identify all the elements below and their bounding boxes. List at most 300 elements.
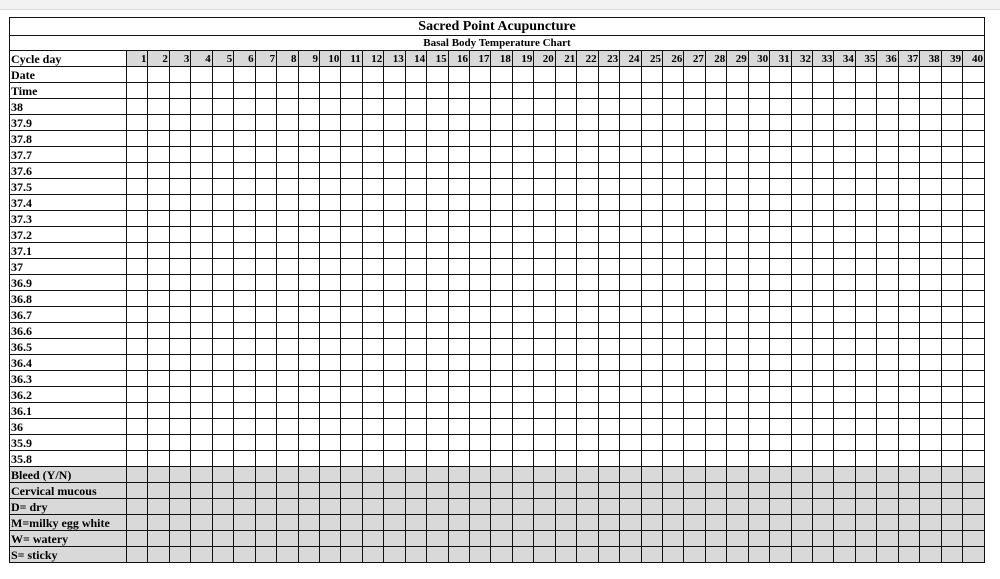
- entry-cell[interactable]: [770, 435, 791, 451]
- entry-cell[interactable]: [727, 339, 748, 355]
- entry-cell[interactable]: [491, 467, 512, 483]
- entry-cell[interactable]: [470, 291, 491, 307]
- entry-cell[interactable]: [512, 163, 533, 179]
- entry-cell[interactable]: [813, 483, 834, 499]
- entry-cell[interactable]: [448, 467, 469, 483]
- entry-cell[interactable]: [834, 291, 855, 307]
- entry-cell[interactable]: [212, 371, 233, 387]
- entry-cell[interactable]: [855, 179, 876, 195]
- entry-cell[interactable]: [620, 291, 641, 307]
- entry-cell[interactable]: [512, 291, 533, 307]
- entry-cell[interactable]: [212, 339, 233, 355]
- entry-cell[interactable]: [491, 547, 512, 563]
- entry-cell[interactable]: [834, 227, 855, 243]
- entry-cell[interactable]: [555, 323, 576, 339]
- entry-cell[interactable]: [813, 67, 834, 83]
- entry-cell[interactable]: [362, 435, 383, 451]
- entry-cell[interactable]: [491, 211, 512, 227]
- entry-cell[interactable]: [920, 483, 941, 499]
- entry-cell[interactable]: [169, 195, 190, 211]
- entry-cell[interactable]: [855, 531, 876, 547]
- entry-cell[interactable]: [920, 163, 941, 179]
- entry-cell[interactable]: [855, 515, 876, 531]
- entry-cell[interactable]: [813, 307, 834, 323]
- entry-cell[interactable]: [148, 339, 169, 355]
- entry-cell[interactable]: [298, 323, 319, 339]
- entry-cell[interactable]: [941, 147, 962, 163]
- entry-cell[interactable]: [491, 195, 512, 211]
- entry-cell[interactable]: [684, 547, 705, 563]
- entry-cell[interactable]: [598, 531, 619, 547]
- entry-cell[interactable]: [598, 243, 619, 259]
- entry-cell[interactable]: [705, 515, 726, 531]
- entry-cell[interactable]: [898, 67, 919, 83]
- entry-cell[interactable]: [127, 451, 148, 467]
- entry-cell[interactable]: [898, 499, 919, 515]
- entry-cell[interactable]: [813, 355, 834, 371]
- entry-cell[interactable]: [598, 99, 619, 115]
- entry-cell[interactable]: [941, 195, 962, 211]
- entry-cell[interactable]: [148, 291, 169, 307]
- entry-cell[interactable]: [620, 339, 641, 355]
- entry-cell[interactable]: [212, 291, 233, 307]
- entry-cell[interactable]: [577, 163, 598, 179]
- entry-cell[interactable]: [813, 147, 834, 163]
- entry-cell[interactable]: [470, 547, 491, 563]
- entry-cell[interactable]: [341, 243, 362, 259]
- entry-cell[interactable]: [941, 163, 962, 179]
- entry-cell[interactable]: [748, 515, 769, 531]
- entry-cell[interactable]: [941, 339, 962, 355]
- entry-cell[interactable]: [362, 387, 383, 403]
- entry-cell[interactable]: [362, 323, 383, 339]
- entry-cell[interactable]: [470, 467, 491, 483]
- entry-cell[interactable]: [277, 195, 298, 211]
- entry-cell[interactable]: [877, 451, 898, 467]
- entry-cell[interactable]: [727, 163, 748, 179]
- entry-cell[interactable]: [555, 419, 576, 435]
- entry-cell[interactable]: [427, 435, 448, 451]
- entry-cell[interactable]: [169, 275, 190, 291]
- entry-cell[interactable]: [770, 307, 791, 323]
- entry-cell[interactable]: [834, 275, 855, 291]
- entry-cell[interactable]: [662, 179, 683, 195]
- entry-cell[interactable]: [319, 211, 340, 227]
- entry-cell[interactable]: [362, 547, 383, 563]
- entry-cell[interactable]: [384, 67, 405, 83]
- entry-cell[interactable]: [234, 387, 255, 403]
- entry-cell[interactable]: [620, 99, 641, 115]
- entry-cell[interactable]: [298, 195, 319, 211]
- entry-cell[interactable]: [234, 211, 255, 227]
- entry-cell[interactable]: [341, 307, 362, 323]
- entry-cell[interactable]: [963, 515, 985, 531]
- entry-cell[interactable]: [212, 435, 233, 451]
- entry-cell[interactable]: [448, 131, 469, 147]
- entry-cell[interactable]: [148, 467, 169, 483]
- entry-cell[interactable]: [298, 275, 319, 291]
- entry-cell[interactable]: [834, 163, 855, 179]
- entry-cell[interactable]: [277, 403, 298, 419]
- entry-cell[interactable]: [791, 227, 812, 243]
- entry-cell[interactable]: [362, 179, 383, 195]
- entry-cell[interactable]: [598, 131, 619, 147]
- entry-cell[interactable]: [898, 403, 919, 419]
- entry-cell[interactable]: [234, 227, 255, 243]
- entry-cell[interactable]: [898, 307, 919, 323]
- entry-cell[interactable]: [791, 147, 812, 163]
- entry-cell[interactable]: [662, 467, 683, 483]
- entry-cell[interactable]: [298, 243, 319, 259]
- entry-cell[interactable]: [277, 467, 298, 483]
- entry-cell[interactable]: [877, 259, 898, 275]
- entry-cell[interactable]: [298, 451, 319, 467]
- entry-cell[interactable]: [877, 483, 898, 499]
- entry-cell[interactable]: [491, 355, 512, 371]
- entry-cell[interactable]: [534, 307, 555, 323]
- entry-cell[interactable]: [470, 307, 491, 323]
- entry-cell[interactable]: [555, 115, 576, 131]
- entry-cell[interactable]: [534, 435, 555, 451]
- entry-cell[interactable]: [512, 483, 533, 499]
- entry-cell[interactable]: [427, 211, 448, 227]
- entry-cell[interactable]: [770, 99, 791, 115]
- entry-cell[interactable]: [555, 387, 576, 403]
- entry-cell[interactable]: [791, 275, 812, 291]
- entry-cell[interactable]: [169, 323, 190, 339]
- entry-cell[interactable]: [920, 339, 941, 355]
- entry-cell[interactable]: [813, 131, 834, 147]
- entry-cell[interactable]: [534, 179, 555, 195]
- entry-cell[interactable]: [555, 259, 576, 275]
- entry-cell[interactable]: [127, 67, 148, 83]
- entry-cell[interactable]: [641, 179, 662, 195]
- entry-cell[interactable]: [234, 451, 255, 467]
- entry-cell[interactable]: [255, 515, 276, 531]
- entry-cell[interactable]: [620, 67, 641, 83]
- entry-cell[interactable]: [855, 291, 876, 307]
- entry-cell[interactable]: [405, 147, 426, 163]
- entry-cell[interactable]: [877, 67, 898, 83]
- entry-cell[interactable]: [877, 147, 898, 163]
- entry-cell[interactable]: [898, 339, 919, 355]
- entry-cell[interactable]: [577, 99, 598, 115]
- entry-cell[interactable]: [255, 499, 276, 515]
- entry-cell[interactable]: [748, 323, 769, 339]
- entry-cell[interactable]: [577, 83, 598, 99]
- entry-cell[interactable]: [620, 403, 641, 419]
- entry-cell[interactable]: [255, 387, 276, 403]
- entry-cell[interactable]: [577, 547, 598, 563]
- entry-cell[interactable]: [770, 227, 791, 243]
- entry-cell[interactable]: [877, 195, 898, 211]
- entry-cell[interactable]: [362, 163, 383, 179]
- entry-cell[interactable]: [684, 451, 705, 467]
- entry-cell[interactable]: [598, 291, 619, 307]
- entry-cell[interactable]: [298, 211, 319, 227]
- entry-cell[interactable]: [941, 355, 962, 371]
- entry-cell[interactable]: [555, 291, 576, 307]
- entry-cell[interactable]: [491, 67, 512, 83]
- entry-cell[interactable]: [212, 547, 233, 563]
- entry-cell[interactable]: [212, 147, 233, 163]
- entry-cell[interactable]: [662, 211, 683, 227]
- entry-cell[interactable]: [534, 131, 555, 147]
- entry-cell[interactable]: [427, 451, 448, 467]
- entry-cell[interactable]: [470, 515, 491, 531]
- entry-cell[interactable]: [813, 99, 834, 115]
- entry-cell[interactable]: [684, 227, 705, 243]
- entry-cell[interactable]: [491, 179, 512, 195]
- entry-cell[interactable]: [277, 307, 298, 323]
- entry-cell[interactable]: [641, 307, 662, 323]
- entry-cell[interactable]: [534, 275, 555, 291]
- entry-cell[interactable]: [341, 179, 362, 195]
- entry-cell[interactable]: [941, 291, 962, 307]
- entry-cell[interactable]: [169, 419, 190, 435]
- entry-cell[interactable]: [298, 99, 319, 115]
- entry-cell[interactable]: [427, 243, 448, 259]
- entry-cell[interactable]: [255, 115, 276, 131]
- entry-cell[interactable]: [963, 403, 985, 419]
- entry-cell[interactable]: [577, 275, 598, 291]
- entry-cell[interactable]: [169, 483, 190, 499]
- entry-cell[interactable]: [255, 339, 276, 355]
- entry-cell[interactable]: [234, 355, 255, 371]
- entry-cell[interactable]: [748, 195, 769, 211]
- entry-cell[interactable]: [491, 435, 512, 451]
- entry-cell[interactable]: [662, 115, 683, 131]
- entry-cell[interactable]: [748, 371, 769, 387]
- entry-cell[interactable]: [427, 371, 448, 387]
- entry-cell[interactable]: [963, 467, 985, 483]
- entry-cell[interactable]: [834, 451, 855, 467]
- entry-cell[interactable]: [898, 163, 919, 179]
- entry-cell[interactable]: [941, 499, 962, 515]
- entry-cell[interactable]: [577, 419, 598, 435]
- entry-cell[interactable]: [127, 115, 148, 131]
- entry-cell[interactable]: [191, 451, 212, 467]
- entry-cell[interactable]: [662, 323, 683, 339]
- entry-cell[interactable]: [448, 195, 469, 211]
- entry-cell[interactable]: [598, 163, 619, 179]
- entry-cell[interactable]: [448, 291, 469, 307]
- entry-cell[interactable]: [319, 531, 340, 547]
- entry-cell[interactable]: [212, 99, 233, 115]
- entry-cell[interactable]: [148, 547, 169, 563]
- entry-cell[interactable]: [169, 403, 190, 419]
- entry-cell[interactable]: [705, 291, 726, 307]
- entry-cell[interactable]: [127, 291, 148, 307]
- entry-cell[interactable]: [298, 115, 319, 131]
- entry-cell[interactable]: [898, 291, 919, 307]
- entry-cell[interactable]: [834, 339, 855, 355]
- entry-cell[interactable]: [405, 195, 426, 211]
- entry-cell[interactable]: [791, 419, 812, 435]
- entry-cell[interactable]: [512, 275, 533, 291]
- entry-cell[interactable]: [362, 131, 383, 147]
- entry-cell[interactable]: [705, 243, 726, 259]
- entry-cell[interactable]: [791, 99, 812, 115]
- entry-cell[interactable]: [277, 451, 298, 467]
- entry-cell[interactable]: [898, 275, 919, 291]
- entry-cell[interactable]: [920, 211, 941, 227]
- entry-cell[interactable]: [470, 67, 491, 83]
- entry-cell[interactable]: [191, 483, 212, 499]
- entry-cell[interactable]: [127, 227, 148, 243]
- entry-cell[interactable]: [684, 499, 705, 515]
- entry-cell[interactable]: [748, 403, 769, 419]
- entry-cell[interactable]: [684, 179, 705, 195]
- entry-cell[interactable]: [705, 179, 726, 195]
- entry-cell[interactable]: [705, 83, 726, 99]
- entry-cell[interactable]: [834, 179, 855, 195]
- entry-cell[interactable]: [255, 131, 276, 147]
- entry-cell[interactable]: [319, 547, 340, 563]
- entry-cell[interactable]: [341, 339, 362, 355]
- entry-cell[interactable]: [298, 179, 319, 195]
- entry-cell[interactable]: [127, 131, 148, 147]
- entry-cell[interactable]: [169, 227, 190, 243]
- entry-cell[interactable]: [684, 435, 705, 451]
- entry-cell[interactable]: [169, 451, 190, 467]
- entry-cell[interactable]: [641, 227, 662, 243]
- entry-cell[interactable]: [470, 243, 491, 259]
- entry-cell[interactable]: [941, 179, 962, 195]
- entry-cell[interactable]: [727, 115, 748, 131]
- entry-cell[interactable]: [298, 67, 319, 83]
- entry-cell[interactable]: [641, 483, 662, 499]
- entry-cell[interactable]: [212, 323, 233, 339]
- entry-cell[interactable]: [898, 355, 919, 371]
- entry-cell[interactable]: [834, 515, 855, 531]
- entry-cell[interactable]: [127, 179, 148, 195]
- entry-cell[interactable]: [748, 147, 769, 163]
- entry-cell[interactable]: [705, 115, 726, 131]
- entry-cell[interactable]: [834, 115, 855, 131]
- entry-cell[interactable]: [234, 403, 255, 419]
- entry-cell[interactable]: [512, 419, 533, 435]
- entry-cell[interactable]: [813, 115, 834, 131]
- entry-cell[interactable]: [384, 211, 405, 227]
- entry-cell[interactable]: [341, 403, 362, 419]
- entry-cell[interactable]: [555, 547, 576, 563]
- entry-cell[interactable]: [641, 99, 662, 115]
- entry-cell[interactable]: [662, 307, 683, 323]
- entry-cell[interactable]: [577, 467, 598, 483]
- entry-cell[interactable]: [341, 483, 362, 499]
- entry-cell[interactable]: [791, 163, 812, 179]
- entry-cell[interactable]: [920, 467, 941, 483]
- entry-cell[interactable]: [277, 483, 298, 499]
- entry-cell[interactable]: [641, 435, 662, 451]
- entry-cell[interactable]: [577, 323, 598, 339]
- entry-cell[interactable]: [491, 307, 512, 323]
- entry-cell[interactable]: [920, 403, 941, 419]
- entry-cell[interactable]: [770, 467, 791, 483]
- entry-cell[interactable]: [362, 467, 383, 483]
- entry-cell[interactable]: [169, 435, 190, 451]
- entry-cell[interactable]: [405, 387, 426, 403]
- entry-cell[interactable]: [855, 275, 876, 291]
- entry-cell[interactable]: [427, 323, 448, 339]
- entry-cell[interactable]: [641, 387, 662, 403]
- entry-cell[interactable]: [319, 259, 340, 275]
- entry-cell[interactable]: [319, 307, 340, 323]
- entry-cell[interactable]: [748, 531, 769, 547]
- entry-cell[interactable]: [684, 211, 705, 227]
- entry-cell[interactable]: [148, 499, 169, 515]
- entry-cell[interactable]: [341, 131, 362, 147]
- entry-cell[interactable]: [941, 435, 962, 451]
- entry-cell[interactable]: [662, 243, 683, 259]
- entry-cell[interactable]: [834, 483, 855, 499]
- entry-cell[interactable]: [234, 483, 255, 499]
- entry-cell[interactable]: [813, 243, 834, 259]
- entry-cell[interactable]: [448, 83, 469, 99]
- entry-cell[interactable]: [470, 195, 491, 211]
- entry-cell[interactable]: [898, 259, 919, 275]
- entry-cell[interactable]: [791, 387, 812, 403]
- entry-cell[interactable]: [748, 83, 769, 99]
- entry-cell[interactable]: [620, 179, 641, 195]
- entry-cell[interactable]: [577, 307, 598, 323]
- entry-cell[interactable]: [555, 483, 576, 499]
- entry-cell[interactable]: [598, 147, 619, 163]
- entry-cell[interactable]: [212, 163, 233, 179]
- entry-cell[interactable]: [855, 243, 876, 259]
- entry-cell[interactable]: [770, 163, 791, 179]
- entry-cell[interactable]: [920, 147, 941, 163]
- entry-cell[interactable]: [791, 451, 812, 467]
- entry-cell[interactable]: [427, 419, 448, 435]
- entry-cell[interactable]: [748, 99, 769, 115]
- entry-cell[interactable]: [748, 131, 769, 147]
- entry-cell[interactable]: [191, 147, 212, 163]
- entry-cell[interactable]: [813, 403, 834, 419]
- entry-cell[interactable]: [705, 355, 726, 371]
- entry-cell[interactable]: [898, 195, 919, 211]
- entry-cell[interactable]: [791, 515, 812, 531]
- entry-cell[interactable]: [963, 307, 985, 323]
- entry-cell[interactable]: [791, 291, 812, 307]
- entry-cell[interactable]: [620, 515, 641, 531]
- entry-cell[interactable]: [727, 195, 748, 211]
- entry-cell[interactable]: [384, 515, 405, 531]
- entry-cell[interactable]: [834, 499, 855, 515]
- entry-cell[interactable]: [319, 435, 340, 451]
- entry-cell[interactable]: [405, 179, 426, 195]
- entry-cell[interactable]: [662, 419, 683, 435]
- entry-cell[interactable]: [512, 515, 533, 531]
- entry-cell[interactable]: [148, 387, 169, 403]
- entry-cell[interactable]: [234, 339, 255, 355]
- entry-cell[interactable]: [191, 83, 212, 99]
- entry-cell[interactable]: [727, 403, 748, 419]
- entry-cell[interactable]: [127, 547, 148, 563]
- entry-cell[interactable]: [641, 419, 662, 435]
- entry-cell[interactable]: [470, 259, 491, 275]
- entry-cell[interactable]: [813, 531, 834, 547]
- entry-cell[interactable]: [234, 83, 255, 99]
- entry-cell[interactable]: [684, 387, 705, 403]
- entry-cell[interactable]: [298, 483, 319, 499]
- entry-cell[interactable]: [427, 483, 448, 499]
- entry-cell[interactable]: [963, 243, 985, 259]
- entry-cell[interactable]: [169, 115, 190, 131]
- entry-cell[interactable]: [405, 259, 426, 275]
- entry-cell[interactable]: [598, 115, 619, 131]
